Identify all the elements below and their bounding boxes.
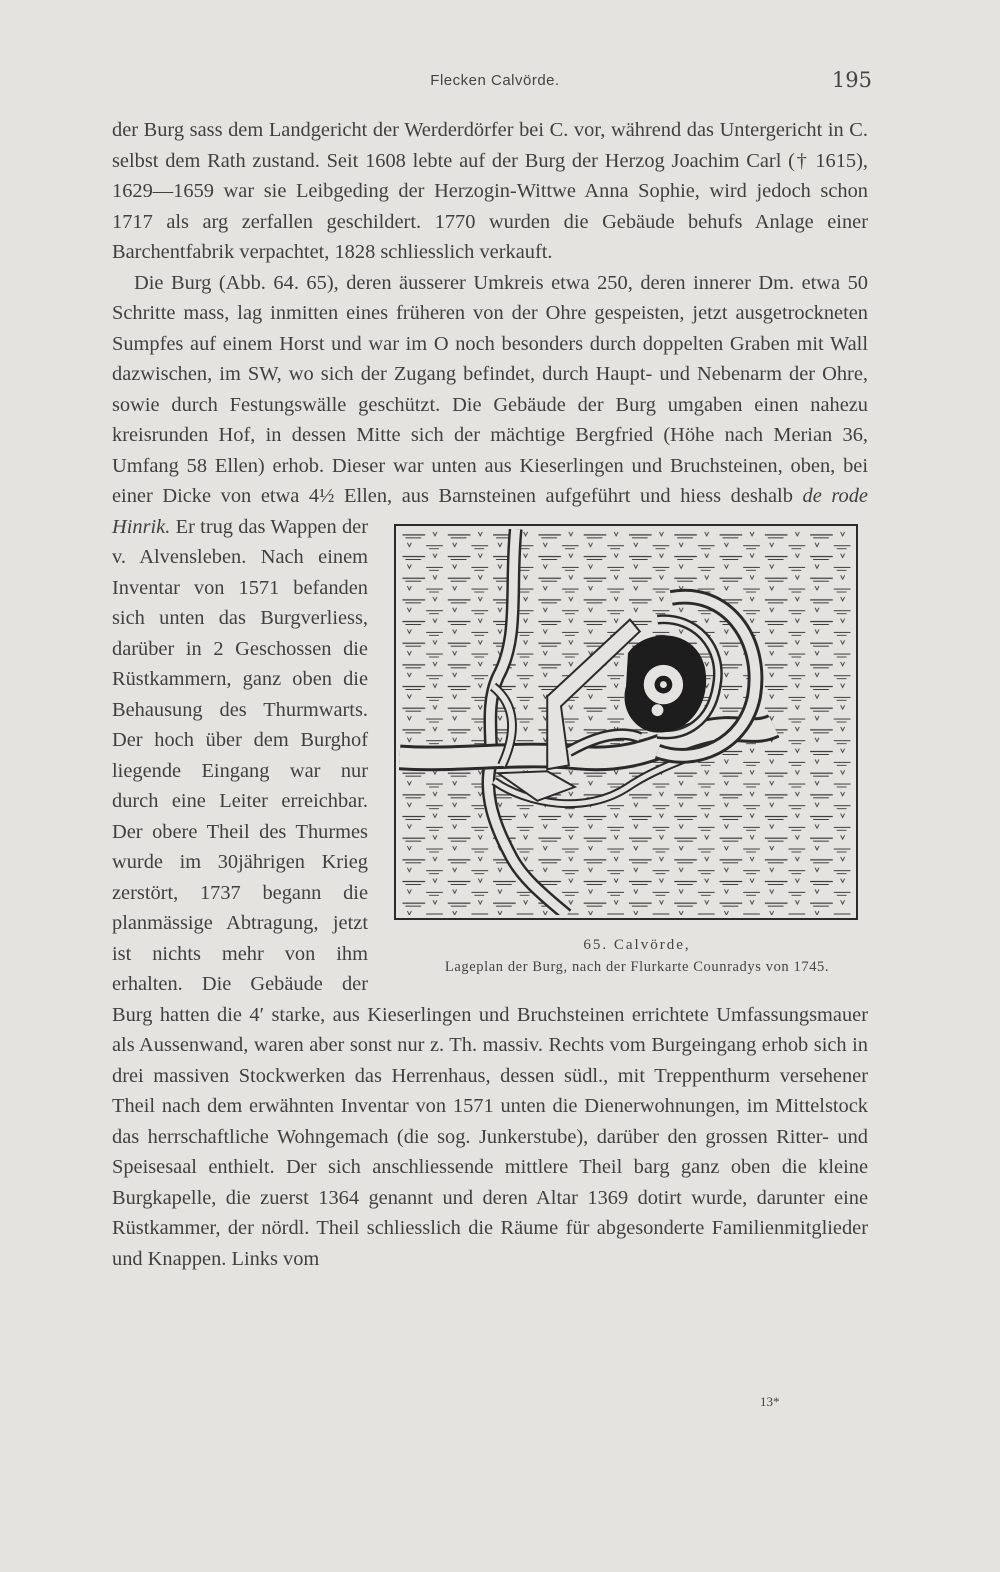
italic-name: de rode Hinrik.	[112, 485, 868, 538]
page-number: 195	[831, 68, 872, 92]
paragraph-1: der Burg sass dem Landgericht der Werderdörfer bei C. vor, während das Untergericht in C. selbst dem Rath zustand. Seit 1608 lebte auf der Burg der Herzog Joachim Carl († 1615), 1629—1659 war sie Leibgeding der Herzogin-Wittwe Anna Sophie, wird jedoch schon 1717 als arg zerfallen geschildert. 1770 wurden die Gebäude behufs Anlage einer Barchentfabrik verpachtet, 1828 schliesslich verkauft.	[112, 119, 868, 263]
figure-description: Lageplan der Burg, nach der Flurkarte Counradys von 1745.	[444, 958, 830, 975]
running-head-title: Flecken Calvörde.	[430, 72, 560, 89]
site-plan-map	[394, 524, 858, 920]
figure-65	[384, 512, 868, 978]
figure-number: 65. Calvörde,	[583, 936, 691, 953]
marsh-hatching	[400, 529, 853, 915]
running-head	[110, 68, 880, 98]
figure-caption	[384, 934, 868, 978]
paragraph-2-end: Er trug das Wappen der v. Alvensleben. Nach einem Inventar von 1571 befanden sich unten das Burgverliess, darüber in 2 Geschossen die Rüstkammern, ganz oben die Behausung des Thurmwarts. Der hoch über dem Burghof liegende Eingang war nur durch eine Leiter erreichbar. Der obere Theil des Thurmes wurde im 30jährigen Krieg zerstört, 1737 begann die planmässige Abtragung, jetzt ist nichts mehr von ihm erhalten. Die Gebäude der Burg hatten die 4′ starke, aus Kieserlingen und Bruchsteinen errichtete Umfassungsmauer als Aussenwand, waren aber sonst nur z. Th. massiv. Rechts vom Burgeingang erhob sich in drei massiven Stockwerken das Herrenhaus, dessen südl., mit Treppenthurm versehener Theil nach dem erwähnten Inventar von 1571 unten die Dienerwohnungen, im Mittelstock das herrschaftliche Wohngemach (die sog. Junkerstube), darüber den grossen Ritter- und Speisesaal enthielt. Der sich anschliessende mittlere Theil barg ganz oben die kleine Burgkapelle, die zuerst 1364 genannt und deren Altar 1369 dotirt wurde, darunter eine Rüstkammer, der nördl. Theil schliesslich die Räume für abgesonderte Familienmitglieder und Knappen. Links vom	[112, 515, 868, 1270]
paragraph-2	[112, 268, 868, 1275]
sheet-signature: 13*	[760, 1394, 780, 1409]
body-text	[112, 115, 868, 1274]
site-plan-illustration	[399, 529, 853, 915]
paragraph-2-start: Die Burg (Abb. 64. 65), deren äusserer Umkreis etwa 250, deren innerer Dm. etwa 50 Schritte mass, lag inmitten eines früheren von der Ohre gespeisten, jetzt ausgetrockneten Sumpfes auf einem Horst und war im O noch besonders durch doppelten Graben mit Wall dazwischen, im SW, wo sich der Zugang befindet, durch Haupt- und Nebenarm der Ohre, sowie durch Festungswälle geschützt. Die Gebäude der Burg umgaben einen nahezu kreisrunden Hof, in dessen Mitte sich der mächtige Bergfried (Höhe nach Merian 36, Umfang 58 Ellen) erhob. Dieser war unten aus Kieserlingen und Bruchsteinen, oben, bei einer Dicke von etwa 4½ Ellen, aus Barnsteinen aufgeführt und hiess deshalb	[112, 271, 868, 507]
